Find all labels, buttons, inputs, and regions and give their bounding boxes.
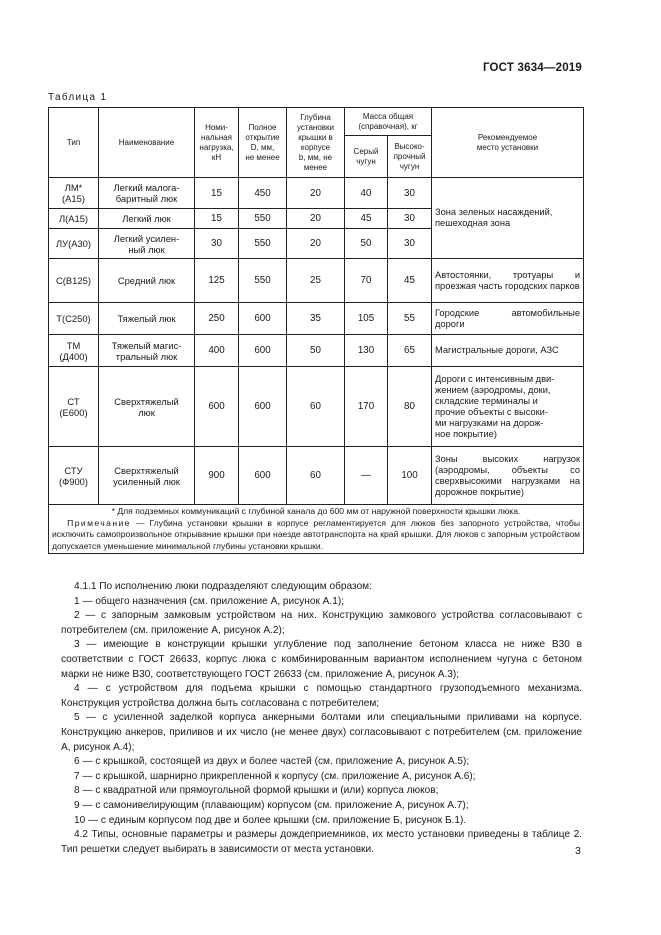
paragraph: 8 — с квадратной или прямоугольной формой крышки и (или) корпуса люков; [74,785,439,797]
cell-place: Городские автомобильные дороги [432,303,584,335]
header-opening: Полное открытие D, мм, не менее [239,108,287,178]
cell-mass-hs: 30 [388,229,432,259]
cell-mass-gray: 130 [345,335,388,367]
cell-place: Автостоянки, тротуары и проезжая часть городских парков [432,259,584,303]
cell-place: Магистральные дороги, АЗС [432,335,584,367]
cell-load: 15 [195,209,239,229]
table-caption: Таблица 1 [48,92,108,103]
cell-mass-hs: 45 [388,259,432,303]
header-mass-gray: Серый чугун [345,136,388,178]
cell-mass-gray: 170 [345,367,388,447]
hatch-types-table [48,107,584,554]
cell-type: С(В125) [49,259,99,303]
header-load: Номи- нальная нагрузка, кН [195,108,239,178]
cell-mass-gray: 70 [345,259,388,303]
cell-load: 125 [195,259,239,303]
paragraph: 6 — с крышкой, состоящей из двух и более частей (см. приложение А, рисунок А.5); [74,756,470,768]
cell-depth: 50 [287,335,345,367]
cell-depth: 20 [287,178,345,209]
cell-name: Средний люк [99,259,195,303]
cell-type: ЛМ* (А15) [49,178,99,209]
cell-mass-gray: — [345,447,388,505]
cell-name: Тяжелый люк [99,303,195,335]
paragraph: 10 — с единым корпусом под две и более крышки (см. приложение Б, рисунок Б.1). [74,814,467,826]
note-text: — Глубина установки крышки в корпусе регламентируется для люков без запорного устройства, чтобы исключить самопроизвольное открывание крышки при наезде автотранспорта на край крышки. Для люков с запорным устройством допускается уменьшение минимальной глубины установки крышки. [52,517,581,551]
cell-mass-gray: 40 [345,178,388,209]
cell-depth: 25 [287,259,345,303]
cell-type: СТУ (Ф900) [49,447,99,505]
paragraph: 4 — с устройством для подъема крышки с помощью стандартного грузоподъемного механизма. Конструкция устройства должна быть согласована с потребителем; [61,683,582,709]
cell-opening: 600 [239,447,287,505]
table-row [49,367,584,447]
cell-type: ТМ (Д400) [49,335,99,367]
paragraph: 1 — общего назначения (см. приложение А, рисунок А.1); [74,595,345,607]
footnote-text: * Для подземных коммуникаций с глубиной канала до 600 мм от наружной поверхности крышки люка. [111,506,521,516]
cell-mass-hs: 80 [388,367,432,447]
table-footnote [49,505,584,554]
paragraph: 9 — с самонивелирующим (плавающим) корпусом (см. приложение А, рисунок А.7); [74,799,469,811]
cell-type: ЛУ(А30) [49,229,99,259]
table-row [49,259,584,303]
cell-type: СТ (Е600) [49,367,99,447]
cell-name: Сверхтяжелый усиленный люк [99,447,195,505]
paragraph: 7 — с крышкой, шарнирно прикрепленной к корпусу (см. приложение А, рисунок А.6); [74,770,476,782]
cell-opening: 450 [239,178,287,209]
cell-mass-hs: 65 [388,335,432,367]
cell-name: Легкий усилен- ный люк [99,229,195,259]
header-mass: Масса общая (справочная), кг [345,108,432,136]
cell-name: Легкий люк [99,209,195,229]
cell-name: Тяжелый магис- тральный люк [99,335,195,367]
cell-mass-gray: 105 [345,303,388,335]
cell-load: 250 [195,303,239,335]
header-place: Рекомендуемое место установки [432,108,584,178]
table-footnote-row [49,505,584,554]
cell-load: 600 [195,367,239,447]
table-row [49,303,584,335]
cell-mass-hs: 100 [388,447,432,505]
cell-place: Зона зеленых насаждений, пешеходная зона [432,178,584,259]
cell-depth: 60 [287,447,345,505]
cell-mass-gray: 45 [345,209,388,229]
cell-opening: 600 [239,335,287,367]
cell-opening: 600 [239,303,287,335]
note [52,518,580,553]
paragraph: 5 — с усиленной заделкой корпуса анкерными болтами или специальными приливами на корпусе. Конструкцию анкеров, приливов и их число (не менее двух) согласовывают с потребителем (см. приложение А, рисунок А.4); [61,712,582,753]
cell-place: Зоны высоких нагрузок (аэродромы, объекты со сверхвысокими нагрузками на дорожное покрытие) [432,447,584,505]
cell-mass-gray: 50 [345,229,388,259]
note-label: Примечание [67,517,131,528]
table-row [49,335,584,367]
header-mass-hs: Высоко- прочный чугун [388,136,432,178]
table-row [49,447,584,505]
cell-depth: 60 [287,367,345,447]
header-name: Наименование [99,108,195,178]
cell-opening: 550 [239,209,287,229]
body-text [61,580,582,857]
cell-load: 30 [195,229,239,259]
paragraph: 4.2 Типы, основные параметры и размеры дождеприемников, их место установки приведены в таблице 2. Тип решетки следует выбирать в зависимости от места установки. [61,829,582,855]
cell-place: Дороги с интенсивным дви- жением (аэродромы, доки, складские терминалы и прочие объекты с высоки- ми нагрузками на дорож- ное покрытие) [432,367,584,447]
header-depth: Глубина установки крышки в корпусе b, мм, не менее [287,108,345,178]
cell-type: Т(С250) [49,303,99,335]
cell-load: 15 [195,178,239,209]
cell-opening: 550 [239,229,287,259]
paragraph: 2 — с запорным замковым устройством на них. Конструкцию замкового устройства согласовывают с потребителем (см. приложение А, рисунок А.2); [61,610,582,636]
cell-name: Сверхтяжелый люк [99,367,195,447]
cell-depth: 20 [287,229,345,259]
cell-mass-hs: 30 [388,209,432,229]
header-type: Тип [49,108,99,178]
cell-load: 400 [195,335,239,367]
cell-opening: 600 [239,367,287,447]
cell-opening: 550 [239,259,287,303]
cell-type: Л(А15) [49,209,99,229]
document-header: ГОСТ 3634—2019 [482,62,582,74]
cell-name: Легкий малога- баритный люк [99,178,195,209]
page-number: 3 [575,845,581,857]
cell-depth: 20 [287,209,345,229]
cell-mass-hs: 55 [388,303,432,335]
cell-load: 900 [195,447,239,505]
table-row [49,178,584,209]
paragraph: 4.1.1 По исполнению люки подразделяют следующим образом: [74,581,372,592]
cell-depth: 35 [287,303,345,335]
paragraph: 3 — имеющие в конструкции крышки углубление под заполнение бетоном класса не ниже В30 в соответствии с ГОСТ 26633, корпус люка с комбинированным вариантом исполнением чугуна с бетоном марки не ниже В30, соответствующего ГОСТ 26633 (см. приложение А, рисунок А.3); [61,639,582,680]
cell-mass-hs: 30 [388,178,432,209]
